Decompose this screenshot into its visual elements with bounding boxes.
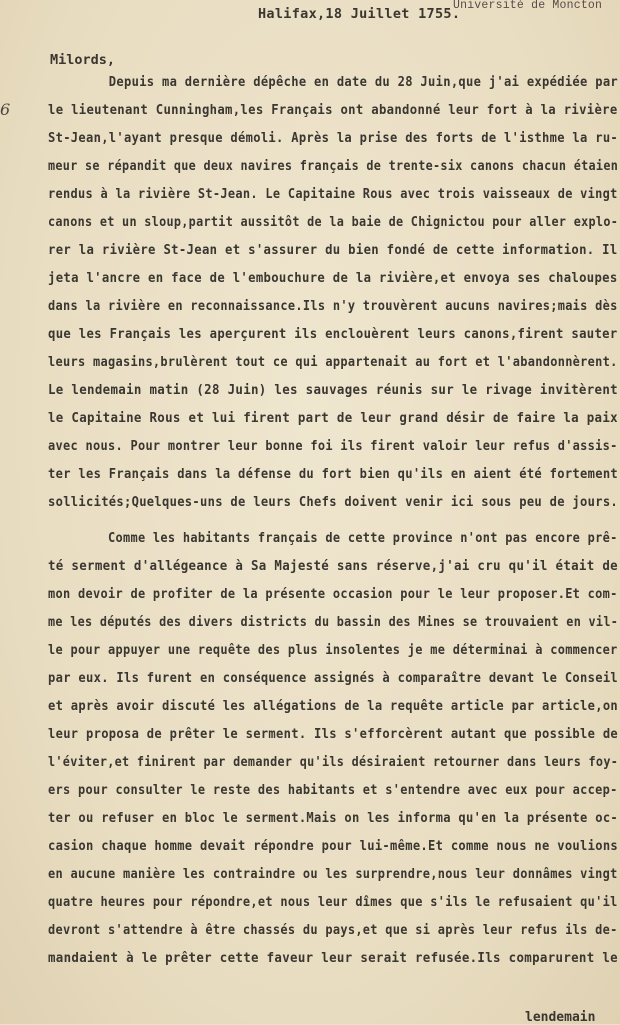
text-line: le Capitaine Rous et lui firent part de leur grand désir de faire la paix xyxy=(48,410,618,426)
text-line: ter les Français dans la défense du fort bien qu'ils en aient été fortement xyxy=(48,466,619,482)
text-line: par eux. Ils furent en conséquence assignés à comparaître devant le Conseil xyxy=(48,670,619,686)
text-line: leurs magasins,brulèrent tout ce qui appartenait au fort et l'abandonnèrent. xyxy=(48,354,618,370)
text-line: jeta l'ancre en face de l'embouchure de la rivière,et envoya ses chaloupes xyxy=(48,270,618,286)
text-line: le pour appuyer une requête des plus insolentes je me déterminai à commencer xyxy=(48,642,618,658)
text-line: mon devoir de profiter de la présente occasion pour le leur proposer.Et com- xyxy=(48,586,618,602)
text-line: rer la rivière St-Jean et s'assurer du bien fondé de cette information. Il xyxy=(48,242,618,258)
text-line: ter ou refuser en bloc le serment.Mais on les informa qu'en la présente oc- xyxy=(48,810,619,826)
text-line: avec nous. Pour montrer leur bonne foi ils firent valoir leur refus d'assis- xyxy=(48,438,618,454)
text-line: meur se répandit que deux navires français de trente-six canons chacun étaien xyxy=(48,158,619,174)
text-line: dans la rivière en reconnaissance.Ils n'y trouvèrent aucuns navires;mais dès xyxy=(48,298,618,314)
text-line: l'éviter,et finirent par demander qu'ils désiraient retourner dans leurs foy- xyxy=(48,754,619,770)
text-line: me les députés des divers districts du bassin des Mines se trouvaient en vil- xyxy=(48,614,619,630)
text-line: sollicités;Quelques-uns de leurs Chefs doivent venir ici sous peu de jours. xyxy=(48,494,619,510)
text-line: mandaient à le prêter cette faveur leur serait refusée.Ils comparurent le xyxy=(48,950,618,966)
text-line: ers pour consulter le reste des habitants et s'entendre avec eux pour accep- xyxy=(48,782,618,798)
text-line: Comme les habitants français de cette province n'ont pas encore prê- xyxy=(48,530,618,546)
text-line: canons et un sloup,partit aussitôt de la baie de Chignictou pour aller explo- xyxy=(48,214,619,230)
archive-stamp: Université de Moncton xyxy=(453,0,603,12)
margin-mark: 6 xyxy=(0,100,11,119)
text-line: que les Français les aperçurent ils enclouèrent leurs canons,firent sauter xyxy=(48,326,618,342)
text-line: en aucune manière les contraindre ou les surprendre,nous leur donnâmes vingt xyxy=(48,866,618,882)
letter-date: Halifax,18 Juillet 1755. xyxy=(258,6,461,22)
catchword: lendemain xyxy=(525,1010,596,1025)
text-line: le lieutenant Cunningham,les Français ont abandonné leur fort à la rivière xyxy=(48,102,618,118)
text-line: leur proposa de prêter le serment. Ils s'efforcèrent autant que possible de xyxy=(48,726,619,742)
text-line: et après avoir discuté les allégations de la requête article par article,on xyxy=(48,698,619,714)
text-line: devront s'attendre à être chassés du pays,et que si après leur refus ils de- xyxy=(48,922,618,938)
text-line: casion chaque homme devait répondre pour lui-même.Et comme nous ne voulions xyxy=(48,838,619,854)
text-line: Le lendemain matin (28 Juin) les sauvages réunis sur le rivage invitèrent xyxy=(48,382,618,398)
text-line: quatre heures pour répondre,et nous leur dîmes que s'ils le refusaient qu'il xyxy=(48,894,618,910)
text-line: St-Jean,l'ayant presque démoli. Après la prise des forts de l'isthme la ru- xyxy=(48,130,619,146)
salutation: Milords, xyxy=(50,52,116,68)
text-line: Depuis ma dernière dépêche en date du 28 Juin,que j'ai expédiée par xyxy=(48,74,619,90)
text-line: té serment d'allégeance à Sa Majesté sans réserve,j'ai cru qu'il était de xyxy=(48,558,618,574)
text-line: rendus à la rivière St-Jean. Le Capitaine Rous avec trois vaisseaux de vingt xyxy=(48,186,618,202)
